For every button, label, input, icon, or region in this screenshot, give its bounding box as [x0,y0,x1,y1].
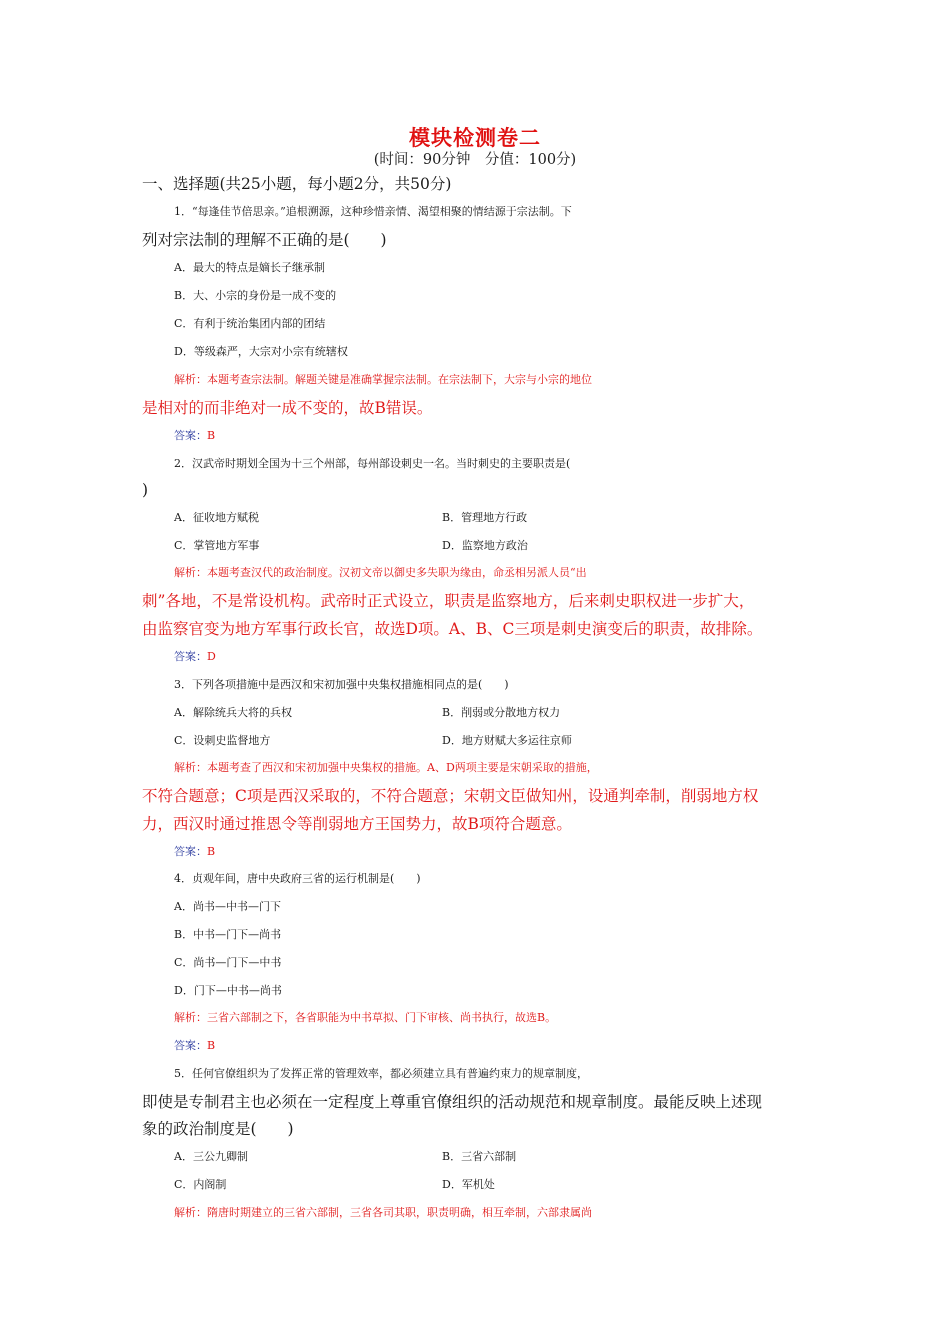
q5-option-a: A．三公九卿制 [174,1150,248,1163]
q5-analysis-text1: 隋唐时期建立的三省六部制，三省各司其职，职责明确，相互牵制，六部隶属尚 [207,1206,592,1219]
q5-options-row1 [174,1147,854,1167]
q1-answer [174,426,854,446]
q4-answer-value: B [207,1039,216,1052]
q1-option-c: C．有利于统治集团内部的团结 [174,317,326,330]
q1-analysis-tag: 解析： [174,373,207,386]
q3-analysis-tag: 解析： [174,761,207,774]
q2-answer-tag: 答案： [174,650,207,663]
q1-option-d: D．等级森严，大宗对小宗有统辖权 [174,345,348,358]
q1-stem-line2: 列对宗法制的理解不正确的是( ) [142,231,387,249]
q3-answer-value: B [207,845,216,858]
q2-stem-line2: ) [142,481,149,499]
q4-option-a: A．尚书—中书—门下 [174,900,281,913]
q2-analysis-line3: 由监察官变为地方军事行政长官，故选D项。A、B、C三项是刺史演变后的职责，故排除。 [142,620,763,638]
q2-stem-line1: 2．汉武帝时期划全国为十三个州部，每州部设刺史一名。当时刺史的主要职责是( [174,457,571,470]
q1-analysis-line2: 是相对的而非绝对一成不变的，故B错误。 [142,399,433,417]
q5-stem-line2: 即使是专制君主也必须在一定程度上尊重官僚组织的活动规范和规章制度。最能反映上述现 [142,1093,763,1111]
q1-analysis-text1: 本题考查宗法制。解题关键是准确掌握宗法制。在宗法制下，大宗与小宗的地位 [207,373,592,386]
q2-option-c: C．掌管地方军事 [174,539,260,552]
q5-stem-line1: 5．任何官僚组织为了发挥正常的管理效率，都必须建立具有普遍约束力的规章制度， [174,1067,588,1080]
q2-options-row2 [174,536,854,556]
q1-analysis-line1 [174,370,854,390]
document-title: 模块检测卷二 [409,125,541,150]
q1-option-a: A．最大的特点是嫡长子继承制 [174,261,325,274]
q2-option-a: A．征收地方赋税 [174,511,259,524]
q3-stem-line1: 3．下列各项措施中是西汉和宋初加强中央集权措施相同点的是( ) [174,678,509,691]
q3-answer-tag: 答案： [174,845,207,858]
q3-analysis-line3: 力，西汉时通过推恩令等削弱地方王国势力，故B项符合题意。 [142,815,572,833]
q3-option-c: C．设刺史监督地方 [174,734,271,747]
q5-option-d: D．军机处 [442,1178,495,1191]
q5-option-c: C．内阁制 [174,1178,227,1191]
q4-analysis-line1 [174,1008,854,1028]
q5-option-b: B．三省六部制 [442,1150,517,1163]
q2-analysis-tag: 解析： [174,566,207,579]
q4-answer-tag: 答案： [174,1039,207,1052]
q3-option-d: D．地方财赋大多运往京师 [442,734,572,747]
q3-option-a: A．解除统兵大将的兵权 [174,706,292,719]
q3-analysis-line2: 不符合题意；C项是西汉采取的，不符合题意；宋朝文臣做知州，设通判牵制，削弱地方权 [142,787,759,805]
q5-analysis-tag: 解析： [174,1206,207,1219]
q1-stem-line1: 1．“每逢佳节倍思亲。”追根溯源，这种珍惜亲情、渴望相聚的情结源于宗法制。下 [174,205,572,218]
q3-options-row2 [174,731,854,751]
q2-analysis-line2: 刺”各地，不是常设机构。武帝时正式设立，职责是监察地方，后来刺史职权进一步扩大， [142,592,755,610]
q2-option-b: B．管理地方行政 [442,511,528,524]
q2-analysis-text1: 本题考查汉代的政治制度。汉初文帝以御史多失职为缘由，命丞相另派人员“出 [207,566,587,579]
q3-analysis-text1: 本题考查了西汉和宋初加强中央集权的措施。A、D两项主要是宋朝采取的措施， [207,761,598,774]
q5-options-row2 [174,1175,854,1195]
q3-answer [174,842,854,862]
q2-answer-value: D [207,650,216,663]
q1-answer-tag: 答案： [174,429,207,442]
q3-option-b: B．削弱或分散地方权力 [442,706,561,719]
q2-options-row1 [174,508,854,528]
section-heading: 一、选择题(共25小题，每小题2分，共50分) [142,175,452,193]
q4-option-b: B．中书—门下—尚书 [174,928,282,941]
q4-option-c: C．尚书—门下—中书 [174,956,282,969]
q5-analysis-line1 [174,1203,854,1223]
q3-analysis-line1 [174,758,854,778]
q3-options-row1 [174,703,854,723]
q4-analysis-tag: 解析： [174,1011,207,1024]
q1-answer-value: B [207,429,216,442]
q1-option-b: B．大、小宗的身份是一成不变的 [174,289,337,302]
q4-stem-line1: 4．贞观年间，唐中央政府三省的运行机制是( ) [174,872,421,885]
q4-analysis-text1: 三省六部制之下，各省职能为中书草拟、门下审核、尚书执行，故选B。 [207,1011,557,1024]
q4-answer [174,1036,854,1056]
q2-analysis-line1 [174,563,854,583]
document-subtitle: (时间：90分钟 分值：100分) [373,152,577,168]
q2-option-d: D．监察地方政治 [442,539,528,552]
q5-stem-line3: 象的政治制度是( ) [142,1120,294,1138]
q2-answer [174,647,854,667]
q4-option-d: D．门下—中书—尚书 [174,984,282,997]
